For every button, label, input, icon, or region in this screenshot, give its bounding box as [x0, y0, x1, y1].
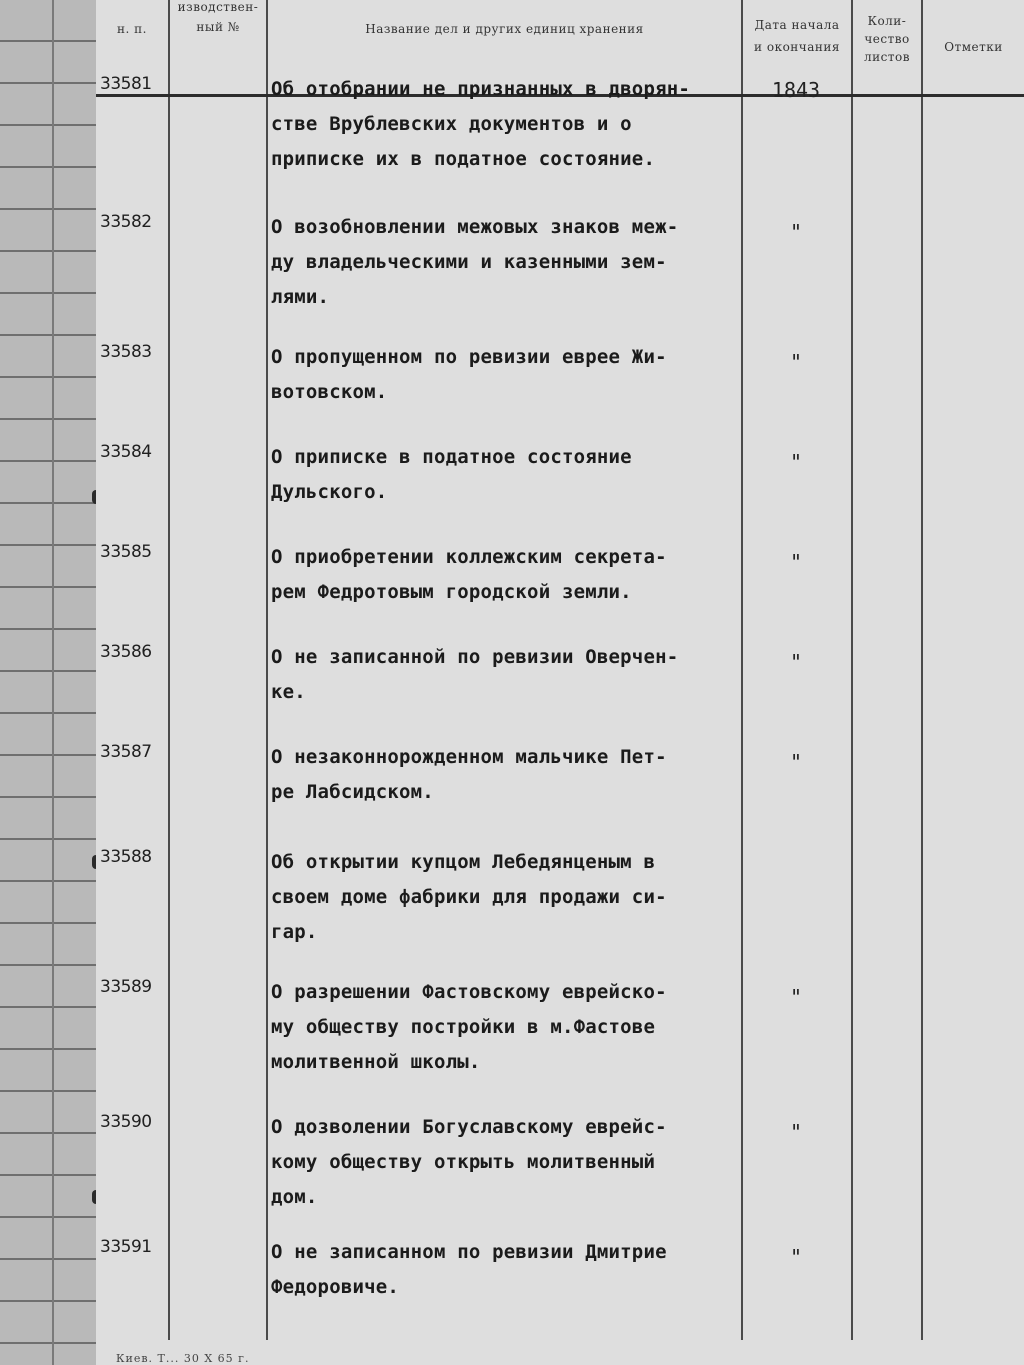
header-production-number: изводствен- ный № [177, 0, 259, 34]
archive-number: 33583 [100, 342, 152, 362]
case-title-line: гар. [271, 921, 318, 943]
case-title-line: О приписке в податное состояние [271, 446, 632, 468]
register-page [96, 0, 1024, 1365]
header-notes: Отметки [944, 40, 1003, 54]
archive-number: 33590 [100, 1112, 152, 1132]
case-title [271, 640, 741, 710]
case-title [271, 845, 741, 950]
case-title-line: О возобновлении межовых знаков меж- [271, 216, 679, 238]
header-number: н. п. [117, 22, 147, 36]
case-title-line: Об открытии купцом Лебедянценым в [271, 851, 656, 873]
header-dates: Дата начала и окончания [754, 18, 840, 54]
case-title-line: лями. [271, 286, 330, 308]
case-title-line: О дозволении Богуславскому еврейс- [271, 1116, 667, 1138]
binder-page [0, 0, 99, 1365]
column-divider [741, 0, 743, 1340]
case-title [271, 72, 741, 177]
case-title-line: молитвенной школы. [271, 1051, 481, 1073]
case-date: " [789, 220, 803, 244]
case-title-line: му обществу постройки в м.Фастове [271, 1016, 656, 1038]
header-title: Название дел и других единиц хранения [365, 22, 644, 36]
case-date: " [789, 1245, 803, 1269]
archive-number: 33587 [100, 742, 152, 762]
case-title-line: Федоровиче. [271, 1276, 400, 1298]
case-date: 1843 [771, 78, 821, 102]
case-title [271, 540, 741, 610]
case-title [271, 210, 741, 315]
archive-number: 33582 [100, 212, 152, 232]
column-divider [851, 0, 853, 1340]
case-title-line: О не записанном по ревизии Дмитрие [271, 1241, 667, 1263]
archive-number: 33584 [100, 442, 152, 462]
footer-imprint: Киев. Т... 30 X 65 г. [116, 1352, 250, 1365]
case-title-line: О не записанной по ревизии Оверчен- [271, 646, 679, 668]
case-title [271, 340, 741, 410]
case-title-line: О разрешении Фастовскому еврейско- [271, 981, 667, 1003]
column-divider [168, 0, 170, 1340]
archive-number: 33588 [100, 847, 152, 867]
case-title [271, 975, 741, 1080]
archive-number: 33591 [100, 1237, 152, 1257]
case-date: " [789, 750, 803, 774]
case-title [271, 440, 741, 510]
archive-number: 33586 [100, 642, 152, 662]
case-title [271, 1110, 741, 1215]
case-title-line: О пропущенном по ревизии еврее Жи- [271, 346, 667, 368]
case-title-line: О приобретении коллежским секрета- [271, 546, 667, 568]
case-title [271, 740, 741, 810]
archive-number: 33581 [100, 74, 152, 94]
case-date: " [789, 550, 803, 574]
case-title-line: дом. [271, 1186, 318, 1208]
case-title-line: рем Федротовым городской земли. [271, 581, 632, 603]
case-title [271, 1235, 741, 1305]
archive-number: 33585 [100, 542, 152, 562]
column-divider [266, 0, 268, 1340]
case-title-line: ке. [271, 681, 306, 703]
archive-number: 33589 [100, 977, 152, 997]
column-divider [921, 0, 923, 1340]
case-date: " [789, 1120, 803, 1144]
case-date: " [789, 350, 803, 374]
case-title-line: Дульского. [271, 481, 388, 503]
case-title-line: О незаконнорожденном мальчике Пет- [271, 746, 667, 768]
case-title-line: своем доме фабрики для продажи си- [271, 886, 667, 908]
case-title-line: ре Лабсидском. [271, 781, 434, 803]
case-title-line: стве Врублевских документов и о [271, 113, 632, 135]
case-title-line: вотовском. [271, 381, 388, 403]
case-title-line: кому обществу открыть молитвенный [271, 1151, 656, 1173]
case-title-line: приписке их в податное состояние. [271, 148, 656, 170]
case-title-line: Об отобрании не признанных в дворян- [271, 78, 691, 100]
case-date: " [789, 650, 803, 674]
case-date: " [789, 985, 803, 1009]
header-sheet-count: Коли- чество листов [864, 14, 910, 64]
case-title-line: ду владельческими и казенными зем- [271, 251, 667, 273]
case-date: " [789, 450, 803, 474]
